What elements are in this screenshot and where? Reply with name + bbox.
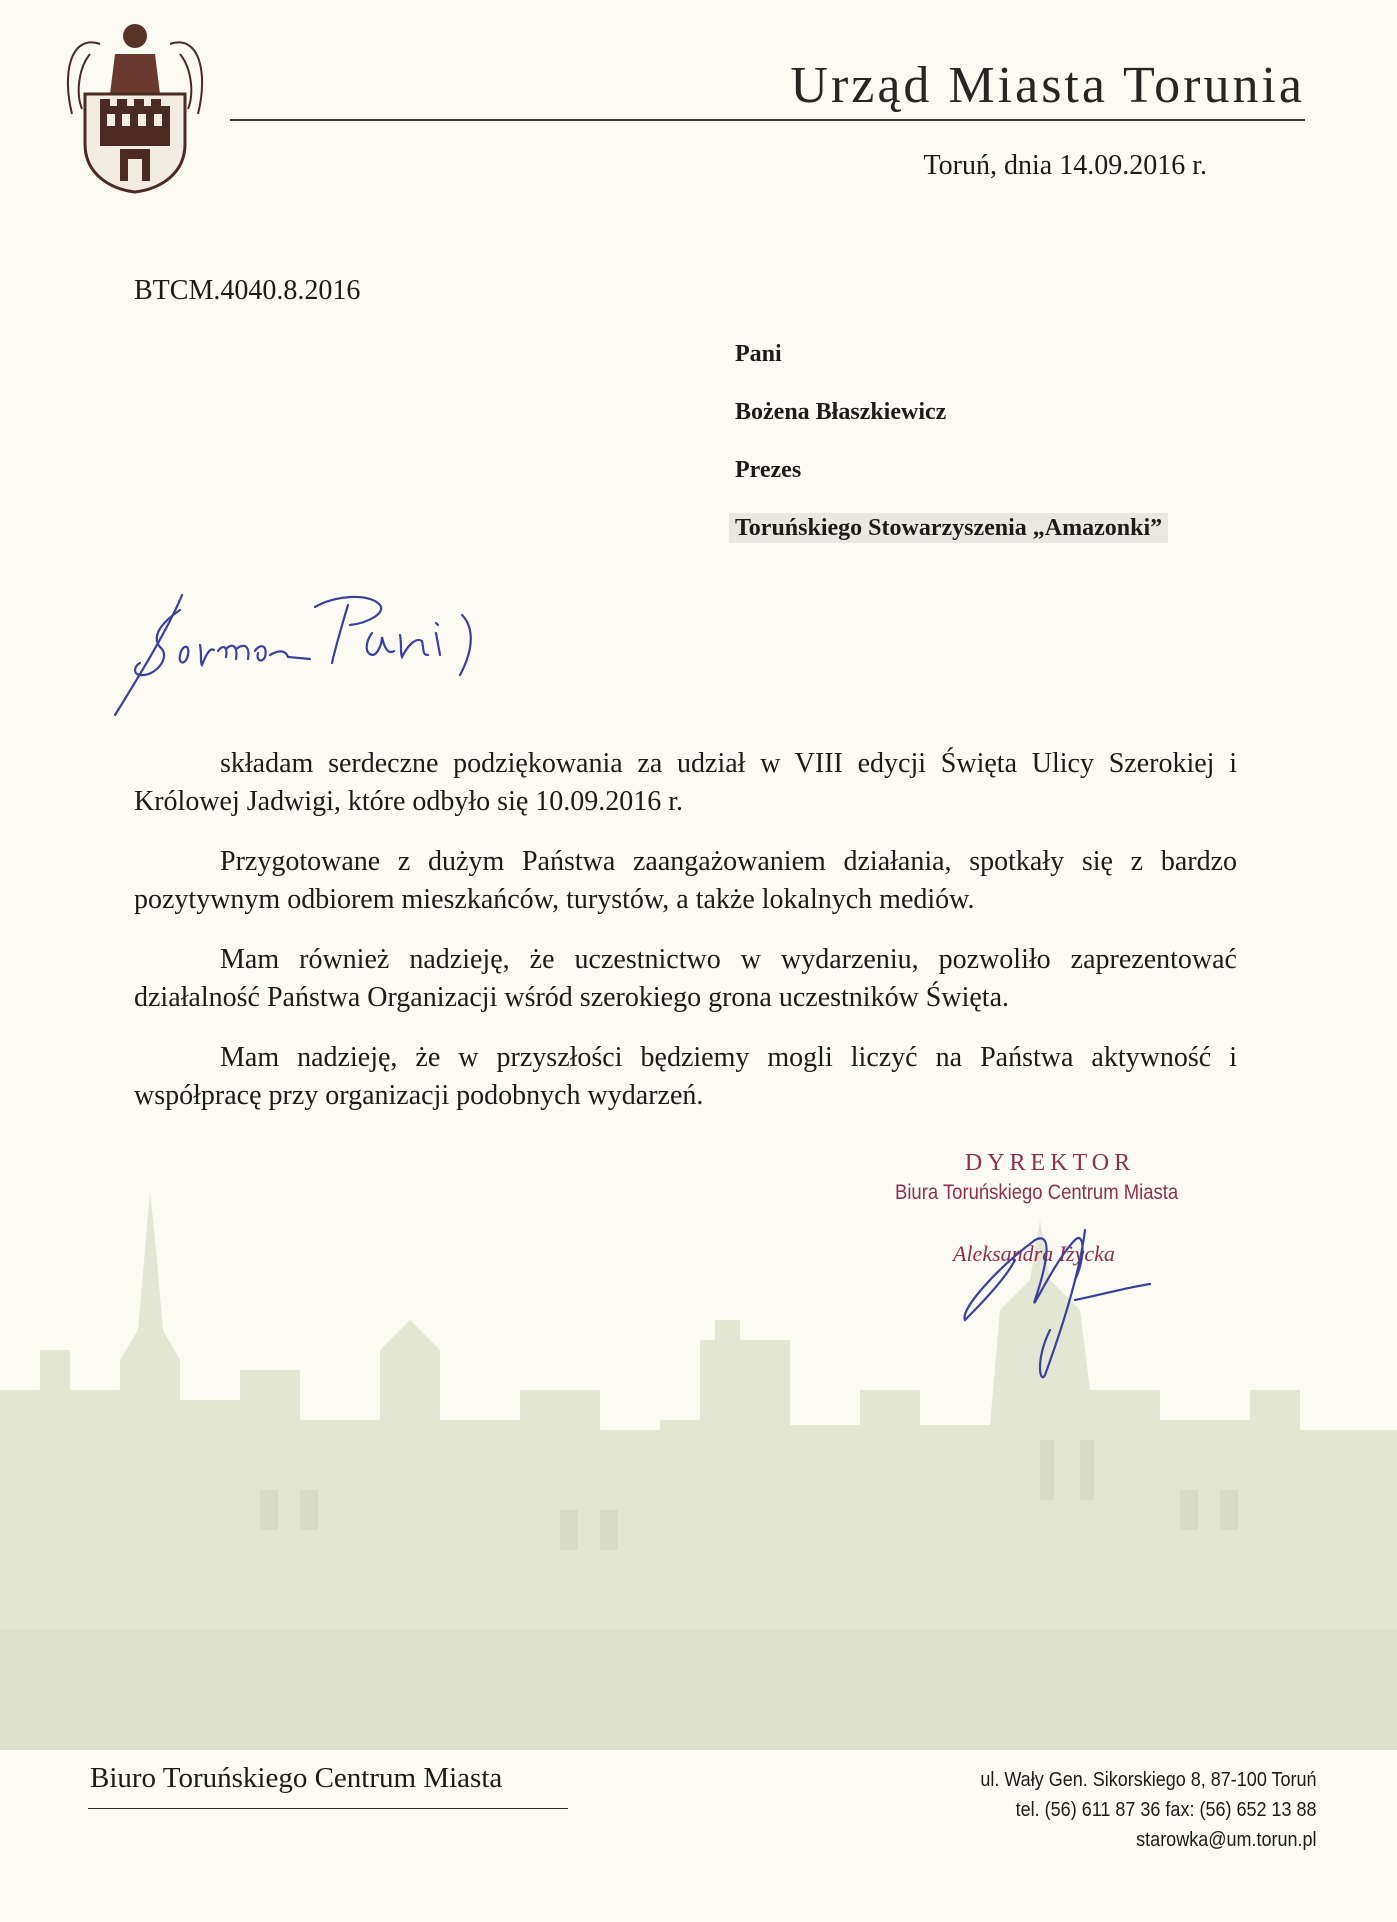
coat-of-arms-icon	[60, 14, 210, 194]
footer-divider	[88, 1808, 568, 1809]
addressee-name: Bożena Błaszkiewicz	[735, 399, 947, 425]
addressee-role: Prezes	[735, 457, 802, 483]
stamp-unit: Biura Toruńskiego Centrum Miasta	[895, 1181, 1179, 1204]
footer-address: ul. Wały Gen. Sikorskiego 8, 87-100 Toruń	[980, 1769, 1317, 1791]
handwritten-greeting	[110, 585, 530, 725]
stamp-name: Aleksandra Iżycka	[953, 1241, 1115, 1266]
body-paragraph: Mam nadzieję, że w przyszłości będziemy mogli liczyć na Państwa aktywność i współpracę przy organizacji podobnych wydarzeń.	[134, 1042, 1237, 1111]
body-paragraph: Przygotowane z dużym Państwa zaangażowaniem działania, spotkały się z bardzo pozytywnym odbiorem mieszkańców, turystów, a także lokalnych mediów.	[134, 846, 1237, 915]
footer-email: starowka@um.torun.pl	[1136, 1829, 1317, 1851]
addressee-line: Pani	[735, 341, 782, 367]
body-paragraph: Mam również nadzieję, że uczestnictwo w wydarzeniu, pozwoliło zaprezentować działalność Państwa Organizacji wśród szerokiego grona uczestników Święta.	[134, 944, 1237, 1013]
office-title: Urząd Miasta Torunia	[790, 57, 1305, 114]
addressee-organization: Toruńskiego Stowarzyszenia „Amazonki”	[729, 513, 1168, 543]
title-divider	[230, 119, 1305, 121]
reference-number: BTCM.4040.8.2016	[134, 275, 361, 306]
body-paragraph: składam serdeczne podziękowania za udział w VIII edycji Święta Ulicy Szerokiej i Królowej Jadwigi, które odbyło się 10.09.2016 r.	[134, 748, 1237, 817]
footer-office-name: Biuro Toruńskiego Centrum Miasta	[90, 1762, 503, 1794]
director-signature	[935, 1200, 1205, 1390]
footer-phone: tel. (56) 611 87 36 fax: (56) 652 13 88	[1016, 1799, 1317, 1821]
footer-contact	[981, 1765, 1317, 1855]
stamp-title: DYREKTOR	[964, 1150, 1136, 1176]
letter-body	[134, 745, 1237, 1137]
letter-date: Toruń, dnia 14.09.2016 r.	[923, 150, 1207, 181]
addressee-block	[735, 338, 1168, 570]
